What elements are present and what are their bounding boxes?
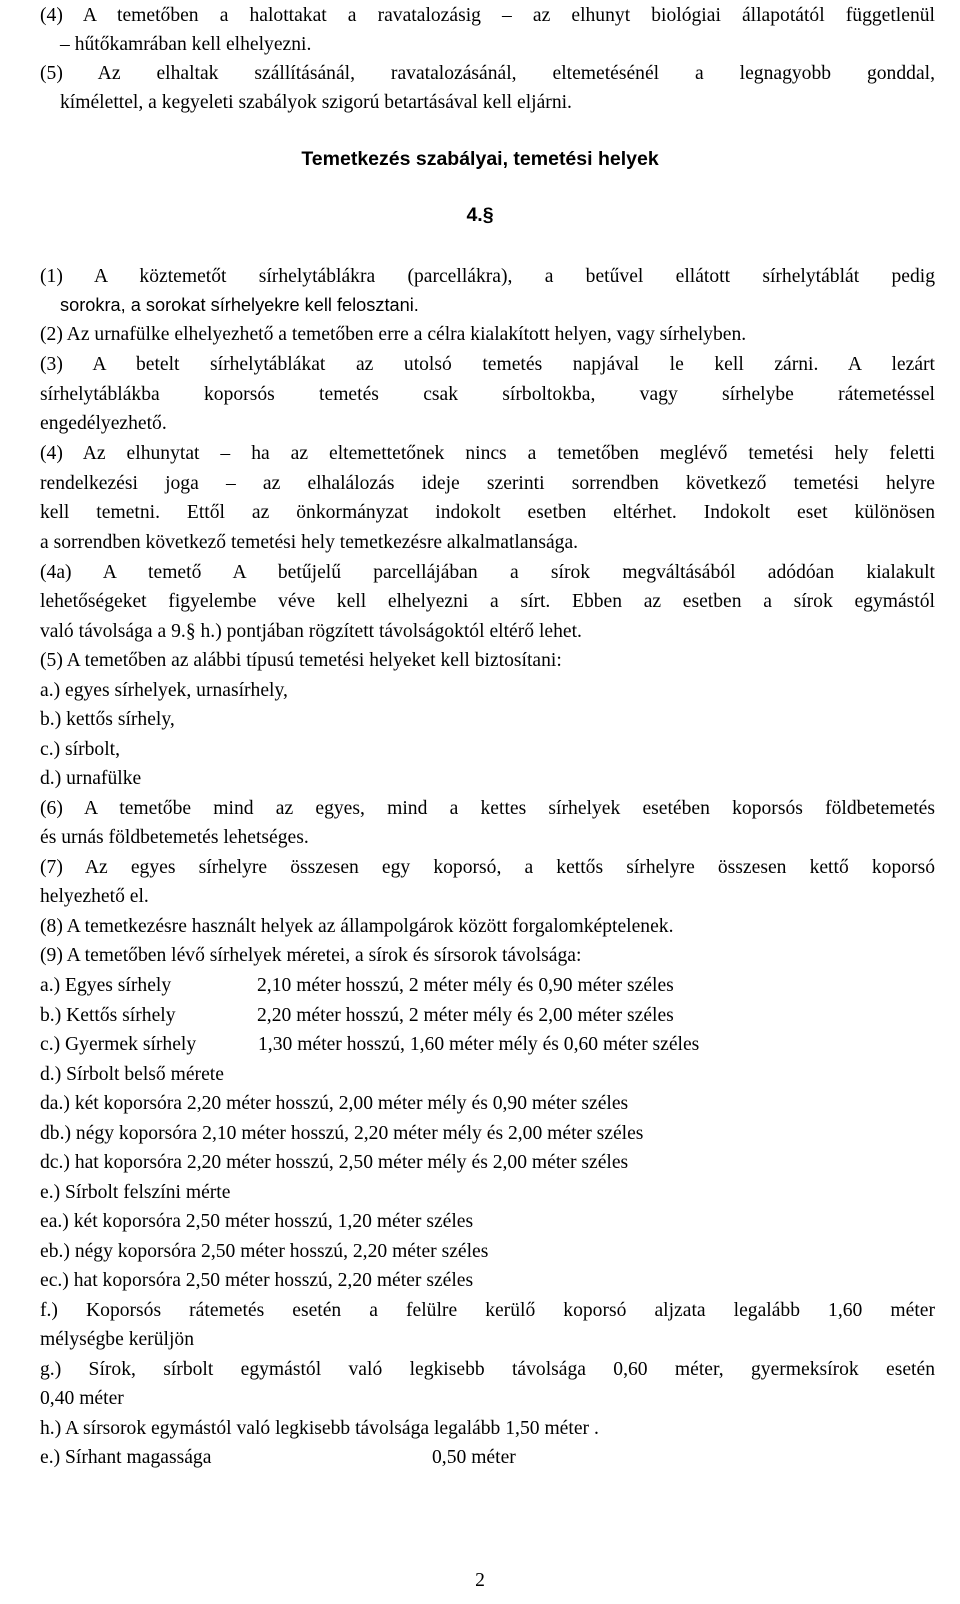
- p9-row-b-value: 2,20 méter hosszú, 2 méter mély és 2,00 méter széles: [257, 1005, 674, 1026]
- p4-line2: rendelkezési joga – az elhalálozás ideje szerinti sorrendben következő temetési helyre: [40, 473, 935, 494]
- p9-line-dc: dc.) hat koporsóra 2,20 méter hosszú, 2,50 méter mély és 2,00 méter széles: [40, 1152, 629, 1173]
- p9-last-label: e.) Sírhant magassága: [40, 1447, 212, 1468]
- p9-row-b-label: b.) Kettős sírhely: [40, 1005, 176, 1026]
- intro-p4-line2: – hűtőkamrában kell elhelyezni.: [60, 34, 312, 55]
- p6-line2: és urnás földbetemetés lehetséges.: [40, 827, 309, 848]
- p4a-line3: való távolsága a 9.§ h.) pontjában rögzített távolságoktól eltérő lehet.: [40, 621, 582, 642]
- p6-line1: (6) A temetőbe mind az egyes, mind a kettes sírhelyek esetében koporsós földbetemetés: [40, 798, 935, 819]
- p9-f-line2: mélységbe kerüljön: [40, 1329, 194, 1350]
- intro-p5-line1: (5) Az elhaltak szállításánál, ravatalozásánál, eltemetésénél a legnagyobb gonddal,: [40, 63, 935, 84]
- p9-line-ea: ea.) két koporsóra 2,50 méter hosszú, 1,20 méter széles: [40, 1211, 474, 1232]
- p4a-line2: lehetőségeket figyelembe véve kell elhelyezni a sírt. Ebben az esetben a sírok egymástól: [40, 591, 935, 612]
- p7-line1: (7) Az egyes sírhelyre összesen egy koporsó, a kettős sírhelyre összesen kettő koporsó: [40, 857, 935, 878]
- intro-p4-line1: (4) A temetőben a halottakat a ravatalozásig – az elhunyt biológiai állapotától függetlenül: [40, 5, 935, 26]
- p5-item-d: d.) urnafülke: [40, 768, 142, 789]
- p9-row-c-value: 1,30 méter hosszú, 1,60 méter mély és 0,60 méter széles: [258, 1034, 700, 1055]
- p9-row-c-label: c.) Gyermek sírhely: [40, 1034, 197, 1055]
- p5-item-a: a.) egyes sírhelyek, urnasírhely,: [40, 680, 288, 701]
- p9-line-ec: ec.) hat koporsóra 2,50 méter hosszú, 2,20 méter széles: [40, 1270, 474, 1291]
- p9-row-a-label: a.) Egyes sírhely: [40, 975, 172, 996]
- p4a-line1: (4a) A temető A betűjelű parcellájában a sírok megváltásából adódóan kialakult: [40, 562, 935, 583]
- p9-row-a-value: 2,10 méter hosszú, 2 méter mély és 0,90 méter széles: [257, 975, 674, 996]
- section-number: 4.§: [466, 204, 494, 226]
- p9-line-da: da.) két koporsóra 2,20 méter hosszú, 2,00 méter mély és 0,90 méter széles: [40, 1093, 629, 1114]
- p9-line-db: db.) négy koporsóra 2,10 méter hosszú, 2,20 méter mély és 2,00 méter széles: [40, 1123, 644, 1144]
- p9-line-d: d.) Sírbolt belső mérete: [40, 1064, 224, 1085]
- p9-lead: (9) A temetőben lévő sírhelyek méretei, a sírok és sírsorok távolsága:: [40, 945, 582, 966]
- p9-h-line: h.) A sírsorok egymástól való legkisebb távolsága legalább 1,50 méter .: [40, 1418, 599, 1439]
- p4-line3: kell temetni. Ettől az önkormányzat indokolt esetben eltérhet. Indokolt eset különösen: [40, 502, 935, 523]
- p1-line1: (1) A köztemetőt sírhelytáblákra (parcellákra), a betűvel ellátott sírhelytáblát pedig: [40, 266, 935, 287]
- p8-line: (8) A temetkezésre használt helyek az állampolgárok között forgalomképtelenek.: [40, 916, 674, 937]
- p2-line: (2) Az urnafülke elhelyezhető a temetőben erre a célra kialakított helyen, vagy sírhelyben.: [40, 324, 747, 345]
- p5-item-c: c.) sírbolt,: [40, 739, 120, 760]
- p9-line-e: e.) Sírbolt felszíni mérte: [40, 1182, 231, 1203]
- p9-f-line1: f.) Koporsós rátemetés esetén a felülre kerülő koporsó aljzata legalább 1,60 méter: [40, 1300, 935, 1321]
- p9-line-eb: eb.) négy koporsóra 2,50 méter hosszú, 2,20 méter széles: [40, 1241, 489, 1262]
- p5-item-b: b.) kettős sírhely,: [40, 709, 175, 730]
- p3-line1: (3) A betelt sírhelytáblákat az utolsó temetés napjával le kell zárni. A lezárt: [40, 354, 935, 375]
- p9-g-line1: g.) Sírok, sírbolt egymástól való legkisebb távolsága 0,60 méter, gyermeksírok esetén: [40, 1359, 935, 1380]
- section-heading: Temetkezés szabályai, temetési helyek: [301, 148, 659, 170]
- p3-line3: engedélyezhető.: [40, 413, 167, 434]
- page-number: 2: [475, 1570, 485, 1591]
- p9-g-line2: 0,40 méter: [40, 1388, 124, 1409]
- p9-last-value: 0,50 méter: [432, 1447, 516, 1468]
- p7-line2: helyezhető el.: [40, 886, 149, 907]
- p4-line1: (4) Az elhunytat – ha az eltemettetőnek nincs a temetőben meglévő temetési hely feletti: [40, 443, 935, 464]
- p3-line2: sírhelytáblákba koporsós temetés csak sírboltokba, vagy sírhelybe rátemetéssel: [40, 384, 935, 405]
- p1-line2: sorokra, a sorokat sírhelyekre kell felosztani.: [60, 295, 419, 315]
- intro-p5-line2: kímélettel, a kegyeleti szabályok szigorú betartásával kell eljárni.: [60, 92, 572, 113]
- p5-lead: (5) A temetőben az alábbi típusú temetési helyeket kell biztosítani:: [40, 650, 562, 671]
- p4-line4: a sorrendben következő temetési hely temetkezésre alkalmatlansága.: [40, 532, 579, 553]
